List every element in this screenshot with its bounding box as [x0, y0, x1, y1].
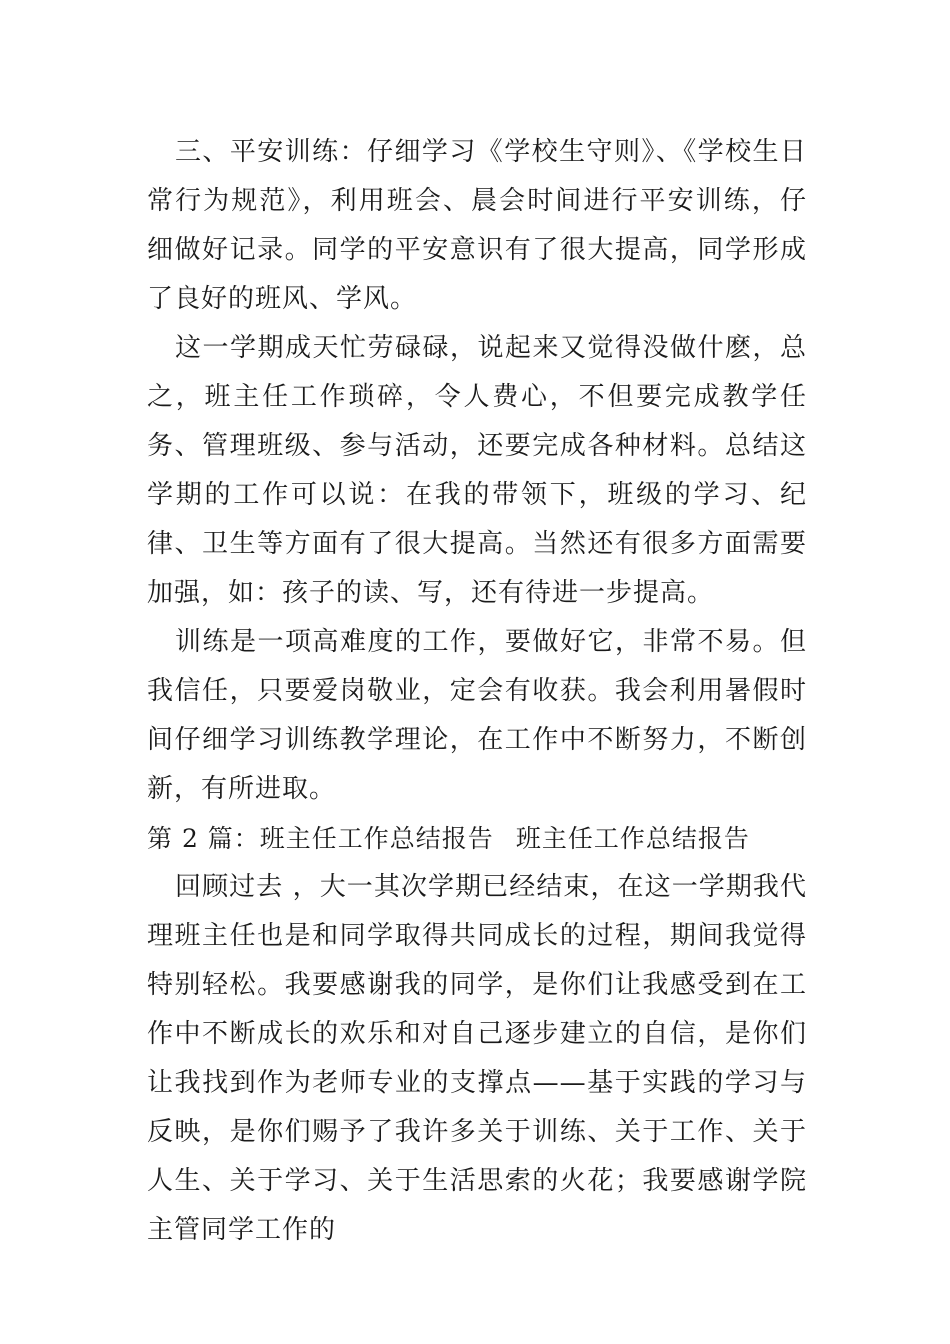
- paragraph-semester-summary: 这一学期成天忙劳碌碌，说起来又觉得没做什麽，总之，班主任工作琐碎，令人费心，不但要完成教学任务、管理班级、参与活动，还要完成各种材料。总结这学期的工作可以说：在我的带领下，班级的学习、纪律、卫生等方面有了很大提高。当然还有很多方面需要加强，如：孩子的读、写，还有待进一步提高。: [147, 333, 807, 608]
- paragraph-safety-training: 三、平安训练：仔细学习《学校生守则》、《学校生日常行为规范》，利用班会、晨会时间进行平安训练，仔细做好记录。同学的平安意识有了很大提高，同学形成了良好的班风、学风。: [147, 137, 807, 314]
- paragraph-review: 回顾过去 ，大一其次学期已经结束，在这一学期我代理班主任也是和同学取得共同成长的过程，期间我觉得特别轻松。我要感谢我的同学，是你们让我感受到在工作中不断成长的欢乐和对自己逐步建立的自信，是你们让我找到作为老师专业的支撑点——基于实践的学习与反映，是你们赐予了我许多关于训练、关于工作、关于人生、关于学习、关于生活思索的火花；我要感谢学院主管同学工作的: [147, 872, 807, 1245]
- section-title: 班主任工作总结报告: [515, 824, 750, 853]
- paragraph-future-plans: 训练是一项高难度的工作，要做好它，非常不易。但我信任，只要爱岗敬业，定会有收获。我会利用暑假时间仔细学习训练教学理论，在工作中不断努力，不断创新，有所进取。: [147, 627, 807, 804]
- section-heading: [147, 814, 807, 863]
- section-part-label: 第 2 篇：班主任工作总结报告: [147, 824, 494, 853]
- document-body: [147, 128, 807, 1255]
